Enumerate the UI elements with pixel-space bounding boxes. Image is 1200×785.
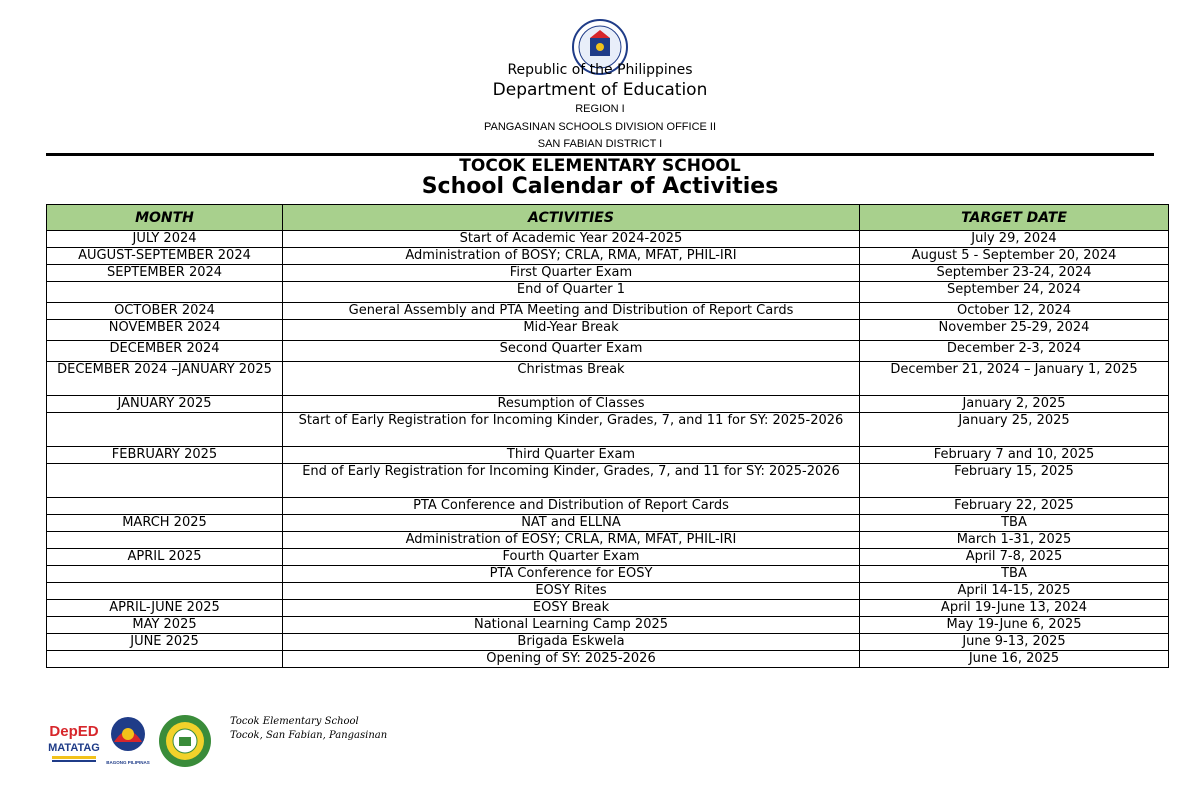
month-cell: NOVEMBER 2024 <box>47 320 283 341</box>
school-name: TOCOK ELEMENTARY SCHOOL <box>459 156 741 176</box>
month-cell: APRIL-JUNE 2025 <box>47 600 283 617</box>
month-cell: MARCH 2025 <box>47 515 283 532</box>
month-cell: DECEMBER 2024 <box>47 341 283 362</box>
table-row <box>47 566 1169 583</box>
table-row <box>47 282 1169 303</box>
bagong-pilipinas-text: BAGONG PILIPINAS <box>106 760 150 765</box>
date-cell: June 16, 2025 <box>860 651 1169 668</box>
activity-cell: PTA Conference for EOSY <box>283 566 860 583</box>
date-cell: June 9-13, 2025 <box>860 634 1169 651</box>
activity-cell: PTA Conference and Distribution of Report Cards <box>283 498 860 515</box>
month-cell <box>47 532 283 549</box>
table-header-row <box>47 205 1169 231</box>
date-cell: April 19-June 13, 2024 <box>860 600 1169 617</box>
date-cell: February 15, 2025 <box>860 464 1169 498</box>
table-row <box>47 362 1169 396</box>
month-cell <box>47 651 283 668</box>
date-cell: April 7-8, 2025 <box>860 549 1169 566</box>
footer-school-line: Tocok Elementary School <box>230 716 359 727</box>
date-cell: August 5 - September 20, 2024 <box>860 248 1169 265</box>
column-header-activities: ACTIVITIES <box>283 205 860 231</box>
date-cell: October 12, 2024 <box>860 303 1169 320</box>
date-cell: TBA <box>860 515 1169 532</box>
footer-address-line: Tocok, San Fabian, Pangasinan <box>230 730 388 741</box>
activity-cell: General Assembly and PTA Meeting and Distribution of Report Cards <box>283 303 860 320</box>
column-header-target-date: TARGET DATE <box>860 205 1169 231</box>
activity-cell: EOSY Rites <box>283 583 860 600</box>
activity-cell: Brigada Eskwela <box>283 634 860 651</box>
footer-address <box>230 715 387 743</box>
date-cell: March 1-31, 2025 <box>860 532 1169 549</box>
table-row <box>47 498 1169 515</box>
document-title: School Calendar of Activities <box>421 174 779 199</box>
date-cell: September 23-24, 2024 <box>860 265 1169 282</box>
district-line: SAN FABIAN DISTRICT I <box>537 138 663 150</box>
table-row <box>47 464 1169 498</box>
table-row <box>47 396 1169 413</box>
month-cell: JUNE 2025 <box>47 634 283 651</box>
table-row <box>47 651 1169 668</box>
activity-cell: Fourth Quarter Exam <box>283 549 860 566</box>
deped-matatag-logo-icon <box>48 720 100 766</box>
date-cell: November 25-29, 2024 <box>860 320 1169 341</box>
division-line: PANGASINAN SCHOOLS DIVISION OFFICE II <box>483 121 717 133</box>
matatag-logo-text: MATATAG <box>48 742 100 754</box>
month-cell: FEBRUARY 2025 <box>47 447 283 464</box>
date-cell: February 7 and 10, 2025 <box>860 447 1169 464</box>
table-row <box>47 532 1169 549</box>
activity-cell: Start of Early Registration for Incoming Kinder, Grades, 7, and 11 for SY: 2025-2026 <box>283 413 860 447</box>
month-cell <box>47 583 283 600</box>
activity-cell: EOSY Break <box>283 600 860 617</box>
date-cell: December 21, 2024 – January 1, 2025 <box>860 362 1169 396</box>
activity-cell: National Learning Camp 2025 <box>283 617 860 634</box>
table-row <box>47 320 1169 341</box>
activity-cell: Third Quarter Exam <box>283 447 860 464</box>
activity-cell: First Quarter Exam <box>283 265 860 282</box>
activity-cell: Second Quarter Exam <box>283 341 860 362</box>
activity-cell: End of Early Registration for Incoming Kinder, Grades, 7, and 11 for SY: 2025-2026 <box>283 464 860 498</box>
month-cell <box>47 464 283 498</box>
month-cell: APRIL 2025 <box>47 549 283 566</box>
activity-cell: Christmas Break <box>283 362 860 396</box>
month-cell <box>47 566 283 583</box>
activity-cell: Start of Academic Year 2024-2025 <box>283 231 860 248</box>
table-row <box>47 600 1169 617</box>
activity-cell: Opening of SY: 2025-2026 <box>283 651 860 668</box>
month-cell: DECEMBER 2024 –JANUARY 2025 <box>47 362 283 396</box>
month-cell <box>47 282 283 303</box>
month-cell <box>47 498 283 515</box>
date-cell: January 25, 2025 <box>860 413 1169 447</box>
date-cell: July 29, 2024 <box>860 231 1169 248</box>
table-row <box>47 341 1169 362</box>
activity-cell: Administration of EOSY; CRLA, RMA, MFAT, PHIL-IRI <box>283 532 860 549</box>
date-cell: February 22, 2025 <box>860 498 1169 515</box>
month-cell: JULY 2024 <box>47 231 283 248</box>
table-row <box>47 447 1169 464</box>
table-row <box>47 413 1169 447</box>
region-line: REGION I <box>575 103 625 115</box>
table-row <box>47 549 1169 566</box>
activity-cell: Resumption of Classes <box>283 396 860 413</box>
activity-cell: Administration of BOSY; CRLA, RMA, MFAT, PHIL-IRI <box>283 248 860 265</box>
calendar-table <box>46 204 1169 668</box>
date-cell: April 14-15, 2025 <box>860 583 1169 600</box>
month-cell: OCTOBER 2024 <box>47 303 283 320</box>
table-row <box>47 303 1169 320</box>
activity-cell: End of Quarter 1 <box>283 282 860 303</box>
republic-line: Republic of the Philippines <box>507 62 693 78</box>
table-row <box>47 231 1169 248</box>
date-cell: December 2-3, 2024 <box>860 341 1169 362</box>
month-cell: SEPTEMBER 2024 <box>47 265 283 282</box>
month-cell: AUGUST-SEPTEMBER 2024 <box>47 248 283 265</box>
table-row <box>47 515 1169 532</box>
date-cell: TBA <box>860 566 1169 583</box>
footer-logos <box>48 712 218 770</box>
date-cell: May 19-June 6, 2025 <box>860 617 1169 634</box>
table-row <box>47 583 1169 600</box>
month-cell: MAY 2025 <box>47 617 283 634</box>
deped-logo-text: DepED <box>49 723 99 740</box>
column-header-month: MONTH <box>47 205 283 231</box>
activity-cell: NAT and ELLNA <box>283 515 860 532</box>
school-seal-icon <box>158 714 212 768</box>
month-cell <box>47 413 283 447</box>
table-row <box>47 617 1169 634</box>
department-line: Department of Education <box>492 80 708 100</box>
activity-cell: Mid-Year Break <box>283 320 860 341</box>
table-row <box>47 248 1169 265</box>
date-cell: September 24, 2024 <box>860 282 1169 303</box>
table-row <box>47 634 1169 651</box>
month-cell: JANUARY 2025 <box>47 396 283 413</box>
date-cell: January 2, 2025 <box>860 396 1169 413</box>
table-row <box>47 265 1169 282</box>
bagong-pilipinas-logo-icon <box>106 714 150 770</box>
